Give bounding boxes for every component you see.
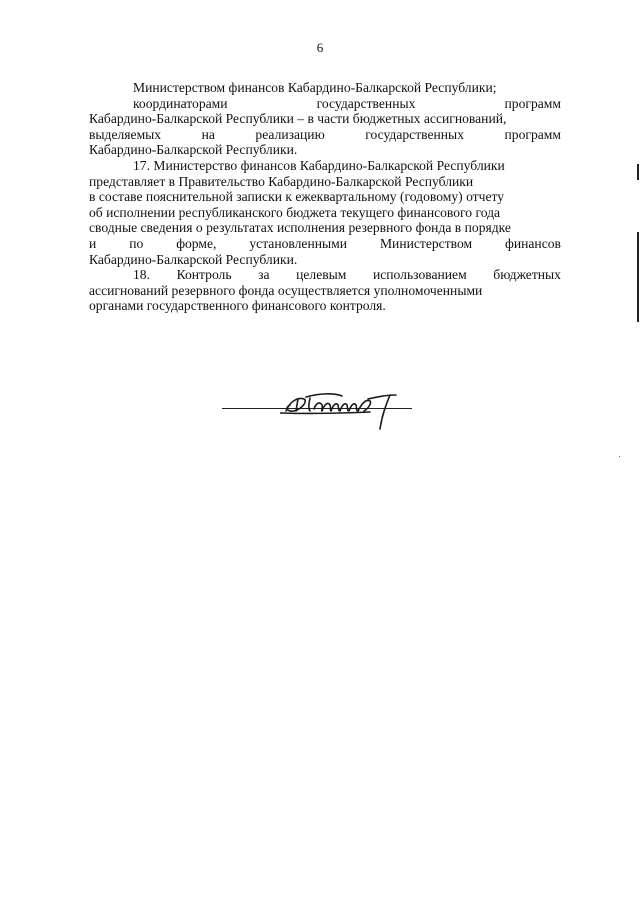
text-line	[89, 96, 561, 112]
word: по	[129, 235, 144, 251]
text-line	[89, 80, 561, 96]
word: на	[201, 126, 215, 142]
scan-speck	[619, 456, 620, 457]
scan-edge-mark	[637, 232, 639, 322]
text-line	[89, 252, 561, 268]
word: целевым	[296, 267, 347, 283]
word: программ	[504, 95, 561, 111]
text-line	[89, 174, 561, 190]
word: программ	[504, 126, 561, 142]
word: 18.	[133, 267, 150, 283]
word: Министерством финансов Кабардино-Балкарской Республики;	[133, 80, 497, 95]
word: за	[258, 267, 270, 283]
text-line	[89, 220, 561, 236]
text-line	[89, 236, 561, 252]
word: государственных	[316, 95, 416, 111]
text-line	[89, 267, 561, 283]
word: в составе пояснительной записки к ежеквартальному (годовому) отчету	[89, 189, 505, 205]
word: органами государственного финансового контроля.	[89, 298, 386, 314]
text-line	[89, 142, 561, 158]
text-line	[89, 158, 561, 174]
word: об исполнении республиканского бюджета текущего финансового года	[89, 204, 501, 220]
word: и	[89, 235, 97, 251]
text-line	[89, 283, 561, 299]
word: установленными	[249, 235, 348, 251]
word: Кабардино-Балкарской Республики.	[89, 142, 298, 158]
word: Министерством	[379, 235, 473, 251]
word: 17. Министерство финансов Кабардино-Балкарской Республики	[133, 157, 505, 173]
word: финансов	[505, 235, 561, 251]
word: сводные сведения о результатах исполнения резервного фонда в порядке	[89, 220, 511, 236]
text-line	[89, 111, 561, 127]
scan-edge-mark	[637, 164, 639, 180]
text-line	[89, 189, 561, 205]
handwritten-signature	[280, 387, 420, 433]
word: представляет в Правительство Кабардино-Балкарской Республики	[89, 173, 474, 189]
word: Кабардино-Балкарской Республики.	[89, 251, 298, 267]
page-number: 6	[316, 40, 324, 55]
word: Кабардино-Балкарской Республики – в части бюджетных ассигнований,	[89, 111, 507, 127]
word: ассигнований резервного фонда осуществляется уполномоченными	[89, 282, 483, 298]
word: реализацию	[255, 126, 325, 142]
word: государственных	[365, 126, 464, 142]
text-line	[89, 205, 561, 221]
signature-block	[222, 383, 432, 433]
text-line	[89, 127, 561, 143]
word: Контроль	[176, 267, 232, 283]
word: использованием	[372, 267, 467, 283]
text-line	[89, 298, 561, 314]
document-body	[89, 80, 561, 314]
word: выделяемых	[89, 126, 162, 142]
word: бюджетных	[493, 267, 561, 283]
word: координаторами	[133, 95, 228, 111]
word: форме,	[176, 235, 217, 251]
